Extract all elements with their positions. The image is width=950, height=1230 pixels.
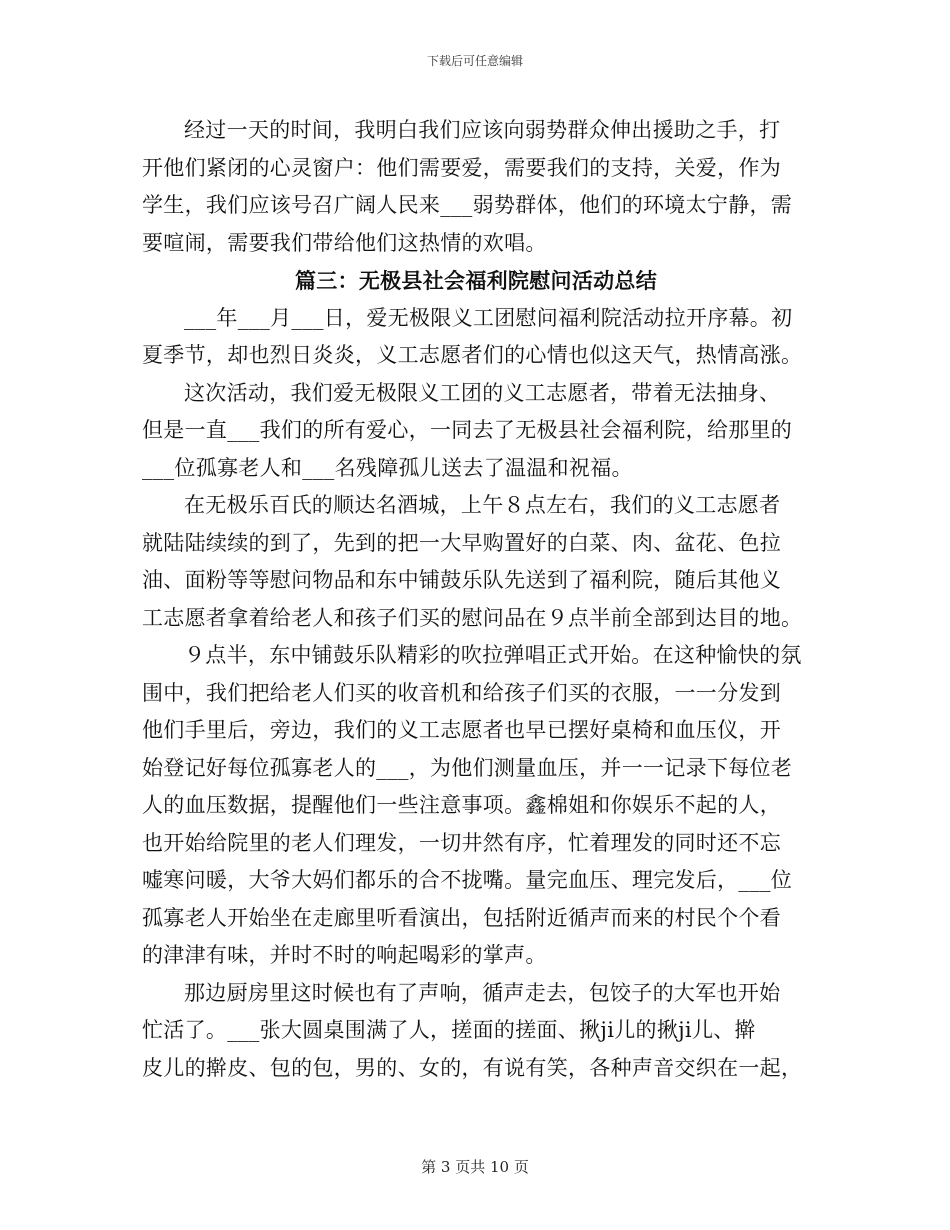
- body-line: 但是一直___我们的所有爱心，一同去了无极县社会福利院，给那里的: [142, 418, 793, 442]
- document-body: [142, 112, 810, 1087]
- body-line: 夏季节，却也烈日炎炎，义工志愿者们的心情也似这天气，热情高涨。: [142, 343, 803, 367]
- body-line: 也开始给院里的老人们理发，一切井然有序，忙着理发的同时还不忘: [142, 830, 781, 855]
- body-line: 经过一天的时间，我明白我们应该向弱势群众伸出援助之手，打: [184, 118, 781, 142]
- body-line: 孤寡老人开始坐在走廊里听看演出，包括附近循声而来的村民个个看: [142, 905, 781, 930]
- body-line: 要喧闹，需要我们带给他们这热情的欢唱。: [142, 230, 547, 255]
- body-line: 人的血压数据，提醒他们一些注意事项。鑫棉姐和你娱乐不起的人，: [142, 793, 781, 817]
- section-title: 篇三：无极县社会福利院慰问活动总结: [294, 268, 658, 293]
- body-line: 忙活了。___张大圆桌围满了人，搓面的搓面、揪ji儿的揪ji儿、擀: [142, 1018, 756, 1042]
- body-line: ___位孤寡老人和___名残障孤儿送去了温温和祝福。: [142, 455, 633, 480]
- page-header: 下载后可任意编辑: [426, 54, 523, 68]
- body-line: 的津津有味，并时不时的响起喝彩的掌声。: [142, 943, 547, 967]
- body-line: 工志愿者拿着给老人和孩子们买的慰问品在９点半前全部到达目的地。: [142, 605, 803, 630]
- body-line: 学生，我们应该号召广阔人民来___弱势群体，他们的环境太宁静，需: [142, 193, 793, 217]
- body-line: 皮儿的擀皮、包的包，男的、女的，有说有笑，各种声音交织在一起，: [142, 1055, 803, 1080]
- body-line: ___年___月___日，爱无极限义工团慰问福利院活动拉开序幕。初: [184, 305, 793, 330]
- page-footer: 第 3 页共 10 页: [421, 1158, 529, 1176]
- body-line: 他们手里后，旁边，我们的义工志愿者也早已摆好桌椅和血压仪，开: [142, 718, 781, 742]
- body-line: 这次活动，我们爱无极限义工团的义工志愿者，带着无法抽身、: [184, 380, 781, 405]
- body-line: 开他们紧闭的心灵窗户：他们需要爱，需要我们的支持，关爱，作为: [142, 155, 781, 180]
- body-line: 围中，我们把给老人们买的收音机和给孩子们买的衣服，一一分发到: [142, 680, 781, 705]
- body-line: ９点半，东中铺鼓乐队精彩的吹拉弹唱正式开始。在这种愉快的氛: [184, 643, 802, 667]
- body-line: 在无极乐百氏的顺达名酒城，上午８点左右，我们的义工志愿者: [184, 493, 781, 517]
- body-line: 嘘寒问暖，大爷大妈们都乐的合不拢嘴。量完血压、理完发后，___位: [142, 868, 793, 892]
- body-line: 那边厨房里这时候也有了声响，循声走去，包饺子的大军也开始: [184, 980, 781, 1005]
- body-line: 油、面粉等等慰问物品和东中铺鼓乐队先送到了福利院，随后其他义: [142, 568, 781, 592]
- body-line: 始登记好每位孤寡老人的___，为他们测量血压，并一一记录下每位老: [142, 755, 793, 780]
- body-line: 就陆陆续续的到了，先到的把一大早购置好的白菜、肉、盆花、色拉: [142, 530, 781, 555]
